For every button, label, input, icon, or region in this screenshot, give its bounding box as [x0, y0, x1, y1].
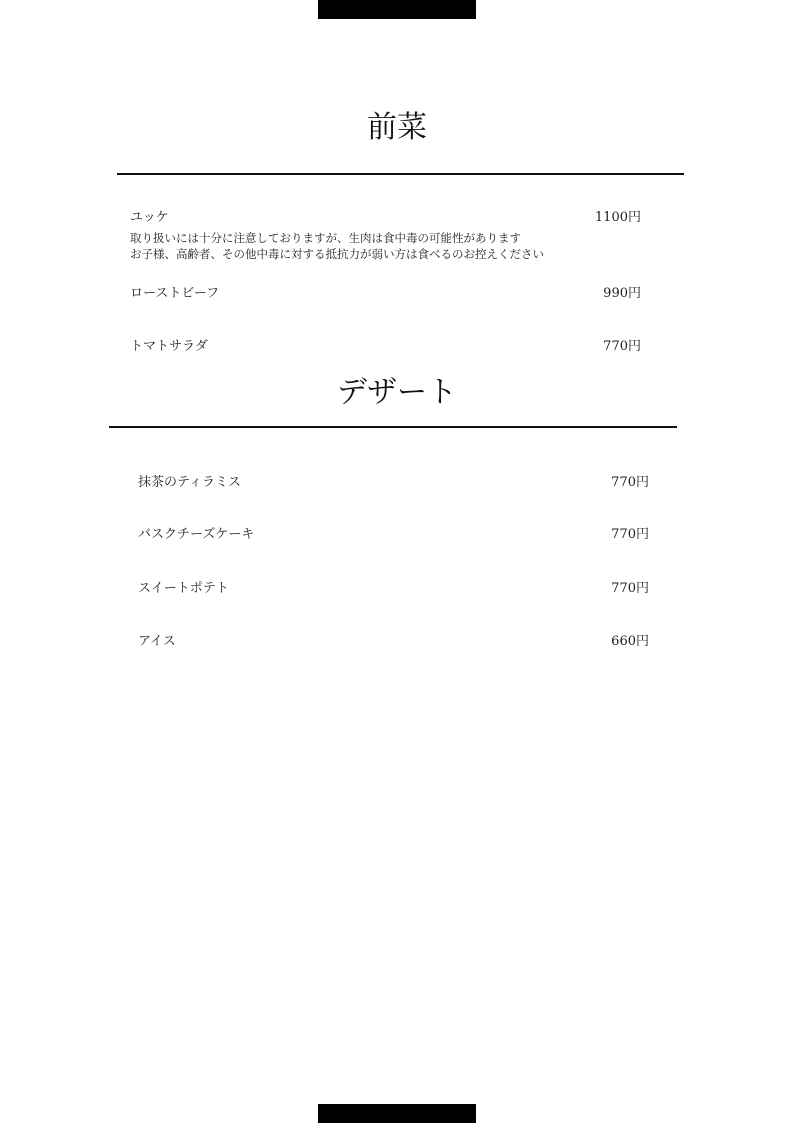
menu-item-note: お子様、高齢者、その他中毒に対する抵抗力が弱い方は食べるのお控えください [130, 247, 544, 261]
menu-item-name: スイートポテト [138, 581, 229, 596]
menu-item-price: 770円 [603, 339, 641, 354]
menu-item-name: 抹茶のティラミス [138, 475, 241, 490]
section-title-starters: 前菜 [367, 110, 427, 145]
top-black-bar [318, 0, 476, 19]
menu-item-note: 取り扱いには十分に注意しておりますが、生肉は食中毒の可能性があります [130, 231, 521, 245]
menu-item-price: 990円 [603, 286, 641, 301]
menu-item-name: トマトサラダ [130, 339, 208, 354]
dessert-divider [109, 426, 677, 428]
section-title-dessert: デザート [337, 375, 457, 410]
menu-item-price: 770円 [611, 475, 649, 490]
menu-item-name: ローストビーフ [130, 286, 220, 301]
menu-item-name: バスクチーズケーキ [138, 527, 255, 542]
menu-item-price: 660円 [611, 634, 649, 649]
menu-item-price: 770円 [611, 527, 649, 542]
bottom-black-bar [318, 1104, 476, 1123]
menu-item-name: アイス [138, 634, 176, 649]
menu-item-price: 1100円 [594, 210, 641, 225]
menu-item-price: 770円 [611, 581, 649, 596]
starters-divider [117, 173, 684, 175]
menu-item-name: ユッケ [130, 210, 169, 225]
